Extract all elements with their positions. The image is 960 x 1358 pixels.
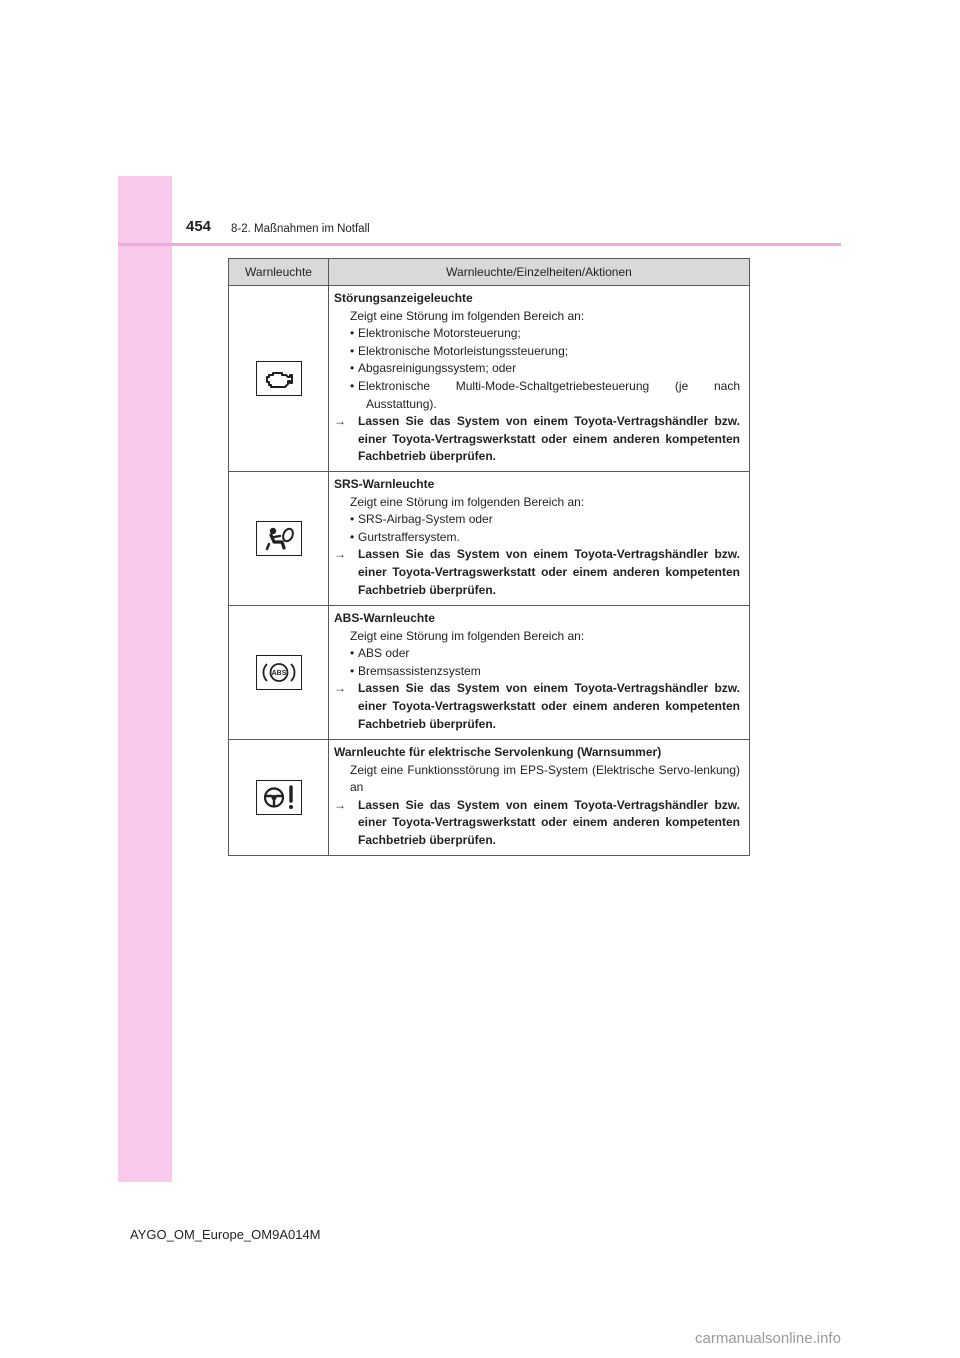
icon-cell xyxy=(229,471,329,605)
lamp-intro: Zeigt eine Störung im folgenden Bereich an: xyxy=(350,308,585,323)
action-text: Lassen Sie das System von einem Toyota-Vertragshändler bzw. einer Toyota-Vertragswerkstatt oder einem anderen kompetenten Fachbetrieb überprüfen. xyxy=(358,547,740,597)
list-item: • SRS-Airbag-System oder xyxy=(334,511,740,529)
lamp-title: SRS-Warnleuchte xyxy=(334,476,435,491)
table-row xyxy=(229,605,750,739)
header-divider xyxy=(118,243,841,246)
action-text: Lassen Sie das System von einem Toyota-Vertragshändler bzw. einer Toyota-Vertragswerkstatt oder einem anderen kompetenten Fachbetrieb überprüfen. xyxy=(358,414,740,464)
page-number: 454 xyxy=(186,218,212,235)
description-cell xyxy=(329,286,750,472)
column-header-description: Warnleuchte/Einzelheiten/Aktionen xyxy=(329,259,750,286)
action-instruction xyxy=(334,797,740,850)
arrow-icon: → xyxy=(334,414,346,429)
arrow-icon: → xyxy=(334,547,346,562)
lamp-title: Störungsanzeigeleuchte xyxy=(334,291,473,305)
chapter-side-tab xyxy=(118,176,172,1182)
action-instruction xyxy=(334,680,740,733)
power-steering-icon xyxy=(256,780,302,815)
list-item: • ABS oder xyxy=(334,645,740,663)
list-item: • Elektronische Motorsteuerung; xyxy=(334,325,740,343)
document-code: AYGO_OM_Europe_OM9A014M xyxy=(130,1227,321,1242)
engine-check-icon xyxy=(256,361,302,396)
lamp-intro: Zeigt eine Funktionsstörung im EPS-System (Elektrische Servo-lenkung) an xyxy=(350,762,740,795)
table-header-row xyxy=(229,259,750,286)
icon-cell xyxy=(229,605,329,739)
column-header-icon: Warnleuchte xyxy=(229,259,329,286)
watermark: carmanualsonline.info xyxy=(695,1330,841,1347)
table-row xyxy=(229,286,750,472)
chapter-title: 8-2. Maßnahmen im Notfall xyxy=(231,223,370,235)
abs-icon xyxy=(256,655,302,690)
action-text: Lassen Sie das System von einem Toyota-Vertragshändler bzw. einer Toyota-Vertragswerkstatt oder einem anderen kompetenten Fachbetrieb überprüfen. xyxy=(358,797,740,847)
list-item-continued: Ausstattung). xyxy=(366,396,437,411)
icon-cell xyxy=(229,286,329,472)
list-item: • Bremsassistenzsystem xyxy=(334,663,740,681)
list-item: • Elektronische Multi-Mode-Schaltgetriebesteuerung (je nach xyxy=(334,378,740,396)
action-instruction xyxy=(334,413,740,466)
arrow-icon: → xyxy=(334,681,346,696)
icon-cell xyxy=(229,739,329,855)
list-item: • Gurtstraffersystem. xyxy=(334,529,740,547)
abs-icon-label: ABS xyxy=(271,670,286,678)
description-cell xyxy=(329,471,750,605)
table-row xyxy=(229,739,750,855)
warning-light-table xyxy=(228,258,750,856)
table-row xyxy=(229,471,750,605)
lamp-intro: Zeigt eine Störung im folgenden Bereich an: xyxy=(350,494,585,509)
description-cell xyxy=(329,605,750,739)
action-text: Lassen Sie das System von einem Toyota-Vertragshändler bzw. einer Toyota-Vertragswerkstatt oder einem anderen kompetenten Fachbetrieb überprüfen. xyxy=(358,681,740,731)
lamp-intro: Zeigt eine Störung im folgenden Bereich an: xyxy=(350,628,585,643)
action-instruction xyxy=(334,546,740,599)
description-cell xyxy=(329,739,750,855)
list-item: • Elektronische Motorleistungssteuerung; xyxy=(334,343,740,361)
arrow-icon: → xyxy=(334,797,346,812)
lamp-title: Warnleuchte für elektrische Servolenkung (Warnsummer) xyxy=(334,744,662,759)
list-item: • Abgasreinigungssystem; oder xyxy=(334,360,740,378)
lamp-title: ABS-Warnleuchte xyxy=(334,610,435,625)
srs-airbag-icon xyxy=(256,521,302,556)
